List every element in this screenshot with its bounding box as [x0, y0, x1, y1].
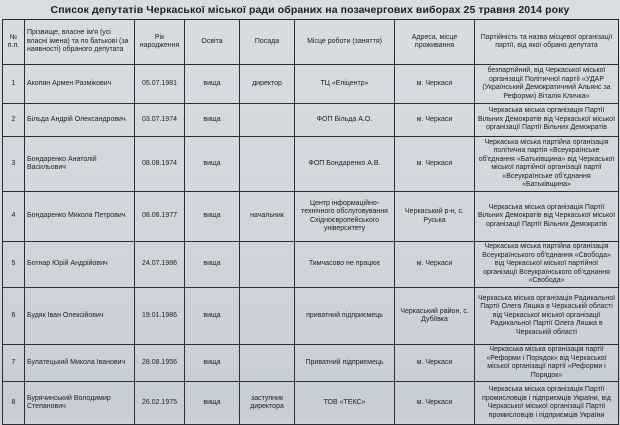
header-workplace: Місце роботи (заняття) [295, 20, 395, 65]
cell-education: вища [185, 288, 240, 345]
cell-workplace: ФОП Бондаренко А.В. [295, 137, 395, 192]
header-name: Прізвище, власне ім'я (усі власні імена) та по батькові (за наявності) обраного депутата [25, 20, 135, 65]
cell-position: заступник директора [240, 382, 295, 425]
cell-education: вища [185, 345, 240, 382]
cell-year: 08.06.1977 [135, 192, 185, 242]
cell-address: м. Черкаси [395, 382, 475, 425]
cell-workplace: ТЦ «Епіцентр» [295, 65, 395, 104]
cell-year: 28.08.1956 [135, 345, 185, 382]
cell-address: м. Черкаси [395, 65, 475, 104]
cell-education: вища [185, 192, 240, 242]
cell-name: Акопян Армен Размікович [25, 65, 135, 104]
header-num: № п.п. [3, 20, 25, 65]
cell-name: Булатецький Микола Іванович [25, 345, 135, 382]
cell-name: Бондаренко Анатолій Васильович [25, 137, 135, 192]
cell-name: Будяк Іван Олексійович [25, 288, 135, 345]
cell-workplace: ФОП Більда А.О. [295, 104, 395, 137]
cell-name: Більда Андрій Олександрович [25, 104, 135, 137]
table-row [3, 104, 619, 137]
cell-address: м. Черкаси [395, 104, 475, 137]
table-row [3, 192, 619, 242]
cell-position [240, 288, 295, 345]
cell-address: Черкаський район, с. Дубіївка [395, 288, 475, 345]
header-address: Адреса, місце проживання [395, 20, 475, 65]
cell-num: 4 [3, 192, 25, 242]
table-row [3, 345, 619, 382]
cell-num: 7 [3, 345, 25, 382]
cell-year: 08.08.1974 [135, 137, 185, 192]
table-header-row [3, 20, 619, 65]
table-row [3, 382, 619, 425]
table-row [3, 288, 619, 345]
cell-year: 05.07.1981 [135, 65, 185, 104]
cell-education: вища [185, 137, 240, 192]
cell-party: Черкаська міська організація Партії Вільних Демократів від Черкаської міської організації Партії Вільних Демократів [475, 104, 619, 137]
cell-num: 6 [3, 288, 25, 345]
cell-workplace: приватний підприємець [295, 288, 395, 345]
cell-education: вища [185, 382, 240, 425]
cell-workplace: Центр інформаційно-технічного обслуговування Східноєвропейського університету [295, 192, 395, 242]
header-position: Посада [240, 20, 295, 65]
cell-workplace: Тимчасово не працює [295, 242, 395, 288]
cell-party: Черкаська міська організація партії «Реформи і Порядок» від Черкаської міської організації партії «Реформи і Порядок» [475, 345, 619, 382]
deputies-table [2, 19, 619, 425]
cell-position [240, 242, 295, 288]
cell-address: м. Черкаси [395, 137, 475, 192]
cell-position: начальник [240, 192, 295, 242]
cell-party: Черкаська міська організація Партії Вільних Демократів від Черкаської міської організації Партії Вільних Демократів [475, 192, 619, 242]
cell-party: Черкаська міська партійна організація політична партія «Всеукраїнське об'єднання «Батьківщина» від Черкаської міської партійної організації партії «Всеукраїнське об'єднання «Батьківщина» [475, 137, 619, 192]
cell-name: Бондаренко Микола Петрович [25, 192, 135, 242]
cell-num: 2 [3, 104, 25, 137]
cell-position: директор [240, 65, 295, 104]
cell-name: Ботнар Юрій Андрійович [25, 242, 135, 288]
document-title: Список депутатів Черкаської міської ради обраних на позачергових виборах 25 травня 2014 року [50, 4, 570, 16]
cell-education: вища [185, 65, 240, 104]
table-row [3, 65, 619, 104]
cell-party: Черкаська міська партійна організація Всеукраїнського об'єднання «Свобода» від Черкаської міської партійної організації Всеукраїнського об'єднання «Свобода» [475, 242, 619, 288]
cell-year: 26.02.1975 [135, 382, 185, 425]
cell-party: Черкаська міська організація Радикальної Партії Олега Ляшка в Черкаській області від Черкаської міської організації Радикальної Партії Олега Ляшка в Черкаській області [475, 288, 619, 345]
header-year: Рік народження [135, 20, 185, 65]
cell-name: Бурячинський Володимир Степанович [25, 382, 135, 425]
cell-party: безпартійний, від Черкаської міської організації Політичної партії «УДАР (Український Демократичний Альянс за Реформи) Віталія Кличка» [475, 65, 619, 104]
cell-year: 19.01.1986 [135, 288, 185, 345]
cell-address: м. Черкаси [395, 345, 475, 382]
cell-party: Черкаська міська організація Партії промисловців і підприємців України, від Черкаської міської організації Партії промисловців і підприємців України [475, 382, 619, 425]
cell-position [240, 137, 295, 192]
cell-position [240, 104, 295, 137]
cell-year: 24.07.1986 [135, 242, 185, 288]
cell-workplace: Приватний підприємець [295, 345, 395, 382]
cell-education: вища [185, 104, 240, 137]
cell-address: м. Черкаси [395, 242, 475, 288]
table-row [3, 137, 619, 192]
cell-year: 03.07.1974 [135, 104, 185, 137]
table-row [3, 242, 619, 288]
header-education: Освіта [185, 20, 240, 65]
cell-address: Черкаський р-н, с. Руська [395, 192, 475, 242]
cell-num: 1 [3, 65, 25, 104]
cell-num: 3 [3, 137, 25, 192]
header-party: Партійність та назва місцевої організації партії, від якої обрано депутата [475, 20, 619, 65]
cell-num: 5 [3, 242, 25, 288]
cell-num: 8 [3, 382, 25, 425]
cell-workplace: ТОВ «ТЕКС» [295, 382, 395, 425]
cell-education: вища [185, 242, 240, 288]
cell-position [240, 345, 295, 382]
